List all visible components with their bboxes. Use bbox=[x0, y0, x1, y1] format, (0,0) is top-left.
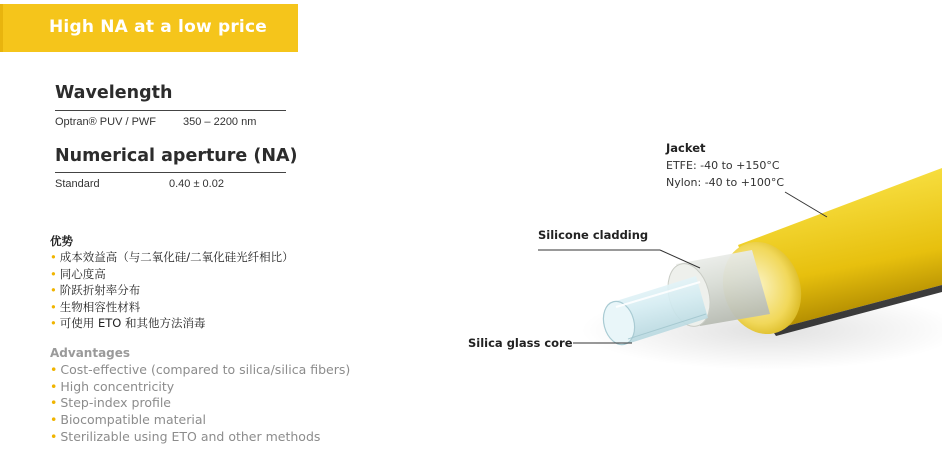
jacket-label-etfe: ETFE: -40 to +150°C bbox=[666, 159, 780, 172]
banner-title: High NA at a low price bbox=[49, 17, 267, 37]
na-value: 0.40 ± 0.02 bbox=[169, 178, 224, 190]
bullet-icon: • bbox=[50, 395, 58, 411]
na-title: Numerical aperture (NA) bbox=[55, 146, 298, 166]
bullet-icon: • bbox=[50, 283, 57, 298]
wavelength-title: Wavelength bbox=[55, 83, 173, 103]
advantages-cn-title: 优势 bbox=[50, 234, 73, 248]
jacket-leader-line bbox=[785, 192, 827, 217]
bullet-icon: • bbox=[50, 316, 57, 331]
core-label: Silica glass core bbox=[468, 336, 573, 350]
list-item: • High concentricity bbox=[50, 378, 175, 394]
list-item: • Cost-effective (compared to silica/silica fibers) bbox=[50, 362, 351, 377]
list-item: • Step-index profile bbox=[50, 395, 172, 411]
jacket-label-title: Jacket bbox=[666, 141, 706, 155]
list-item: • 可使用 ETO 和其他方法消毒 bbox=[50, 316, 206, 331]
wavelength-value: 350 – 2200 nm bbox=[183, 116, 257, 128]
cladding-label: Silicone cladding bbox=[538, 228, 649, 242]
list-item: • 阶跃折射率分布 bbox=[50, 283, 141, 298]
na-label: Standard bbox=[55, 178, 100, 190]
list-item: • Biocompatible material bbox=[50, 412, 206, 428]
bullet-icon: • bbox=[50, 250, 57, 264]
jacket-label-nylon: Nylon: -40 to +100°C bbox=[666, 176, 785, 189]
bullet-icon: • bbox=[50, 412, 58, 428]
bullet-icon: • bbox=[50, 378, 58, 394]
advantages-en-title: Advantages bbox=[50, 346, 131, 360]
wavelength-label: Optran® PUV / PWF bbox=[55, 116, 157, 128]
bullet-icon: • bbox=[50, 299, 57, 314]
bullet-icon: • bbox=[50, 362, 58, 377]
list-item: • 同心度高 bbox=[50, 266, 106, 281]
bullet-icon: • bbox=[50, 266, 57, 281]
list-item: • 生物相容性材料 bbox=[50, 299, 141, 314]
bullet-icon: • bbox=[50, 428, 58, 444]
list-item: • 成本效益高（与二氧化硅/二氧化硅光纤相比） bbox=[50, 250, 294, 264]
list-item: • Sterilizable using ETO and other methods bbox=[50, 428, 321, 444]
